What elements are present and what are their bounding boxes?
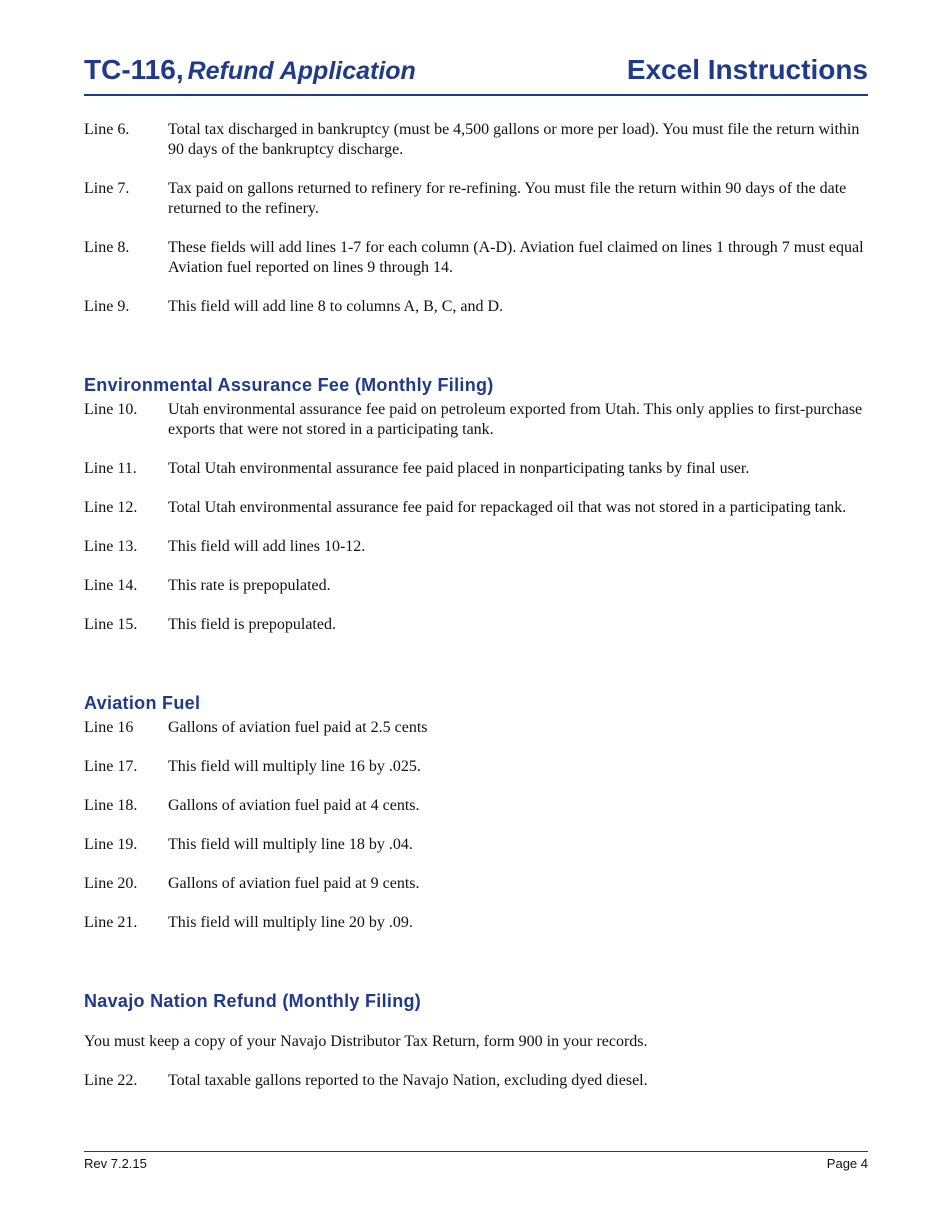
line-item-17 [84, 757, 868, 777]
line-text: Tax paid on gallons returned to refinery for re-refining. You must file the return within 90 days of the date returned to the refinery. [168, 180, 847, 217]
line-label: Line 8. [84, 239, 130, 256]
line-label: Line 7. [84, 180, 130, 197]
line-label: Line 12. [84, 499, 138, 516]
page-footer [84, 1151, 868, 1176]
line-text: This field will add lines 10-12. [168, 538, 366, 555]
line-label: Line 11. [84, 460, 137, 477]
line-item-12 [84, 498, 868, 518]
line-text: Gallons of aviation fuel paid at 9 cents. [168, 875, 420, 892]
form-title [84, 54, 416, 86]
line-label: Line 17. [84, 758, 138, 775]
line-text: Utah environmental assurance fee paid on petroleum exported from Utah. This only applies to first-purchase exports that were not stored in a participating tank. [168, 401, 863, 438]
line-text: This field will multiply line 16 by .025. [168, 758, 421, 775]
line-text: This field will add line 8 to columns A, B, C, and D. [168, 298, 504, 315]
line-label: Line 9. [84, 298, 130, 315]
line-item-6 [84, 120, 868, 160]
line-item-9 [84, 297, 868, 317]
line-label: Line 22. [84, 1072, 138, 1089]
line-label: Line 18. [84, 797, 138, 814]
section-spacer [84, 654, 868, 692]
instructions-body [84, 120, 868, 1110]
line-item-7 [84, 179, 868, 219]
line-text: This field is prepopulated. [168, 616, 336, 633]
line-item-15 [84, 615, 868, 635]
line-text: Total taxable gallons reported to the Navajo Nation, excluding dyed diesel. [168, 1072, 648, 1089]
line-text: Total Utah environmental assurance fee paid placed in nonparticipating tanks by final user. [168, 460, 750, 477]
line-text: Gallons of aviation fuel paid at 4 cents. [168, 797, 420, 814]
line-item-13 [84, 537, 868, 557]
line-text: Gallons of aviation fuel paid at 2.5 cents [168, 719, 428, 736]
line-item-11 [84, 459, 868, 479]
section-spacer [84, 952, 868, 990]
form-subtitle: Refund Application [187, 57, 416, 85]
line-text: This field will multiply line 20 by .09. [168, 914, 413, 931]
line-label: Line 19. [84, 836, 138, 853]
navajo-refund-heading: Navajo Nation Refund (Monthly Filing) [84, 991, 422, 1011]
line-text: Total tax discharged in bankruptcy (must be 4,500 gallons or more per load). You must file the return within 90 days of the bankruptcy discharge. [168, 121, 860, 158]
navajo-intro: You must keep a copy of your Navajo Distributor Tax Return, form 900 in your records. [84, 1033, 648, 1050]
line-item-8 [84, 238, 868, 278]
line-label: Line 15. [84, 616, 138, 633]
line-text: Total Utah environmental assurance fee paid for repackaged oil that was not stored in a participating tank. [168, 499, 847, 516]
line-label: Line 14. [84, 577, 138, 594]
line-label: Line 6. [84, 121, 130, 138]
line-text: This field will multiply line 18 by .04. [168, 836, 413, 853]
line-label: Line 21. [84, 914, 138, 931]
line-item-19 [84, 835, 868, 855]
line-item-18 [84, 796, 868, 816]
line-label: Line 20. [84, 875, 138, 892]
line-text: These fields will add lines 1-7 for each column (A-D). Aviation fuel claimed on lines 1 through 7 must equal Aviation fuel reported on lines 9 through 14. [168, 239, 864, 276]
section-spacer [84, 336, 868, 374]
page-header [84, 52, 868, 96]
revision-label: Rev 7.2.15 [84, 1156, 147, 1171]
line-item-20 [84, 874, 868, 894]
line-label: Line 13. [84, 538, 138, 555]
line-text: This rate is prepopulated. [168, 577, 331, 594]
line-item-10 [84, 400, 868, 440]
line-item-14 [84, 576, 868, 596]
page-number: Page 4 [826, 1156, 868, 1171]
line-label: Line 10. [84, 401, 138, 418]
line-label: Line 16 [84, 719, 134, 736]
document-title: Excel Instructions [626, 54, 868, 85]
form-code: TC-116, [84, 54, 184, 85]
env-fee-heading: Environmental Assurance Fee (Monthly Filing) [84, 375, 494, 395]
aviation-fuel-heading: Aviation Fuel [84, 693, 201, 713]
line-item-22 [84, 1071, 868, 1091]
line-item-21 [84, 913, 868, 933]
line-item-16 [84, 718, 868, 738]
